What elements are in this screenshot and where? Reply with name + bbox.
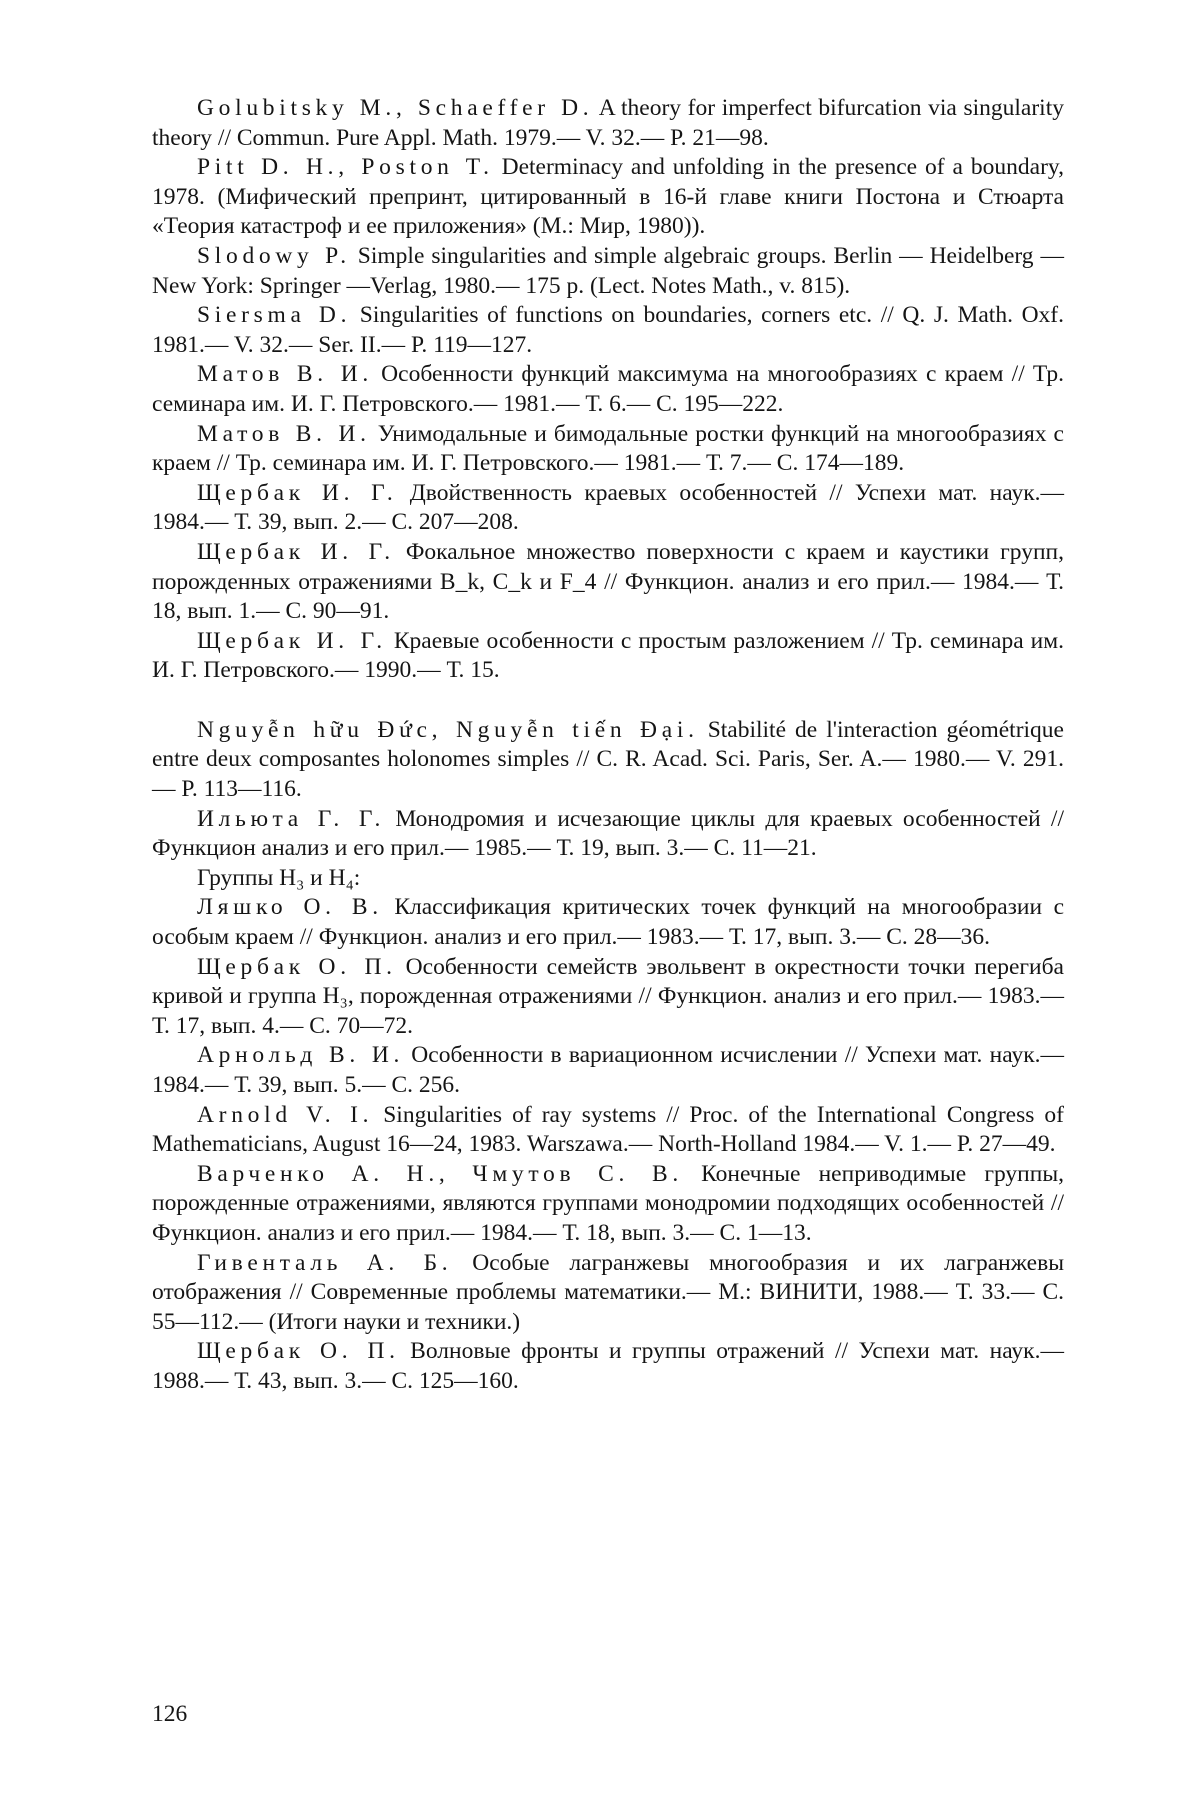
- entry-citation: Особенности в вариационном исчислении // Успехи мат. наук.— 1984.— Т. 39, вып. 5.— С. 256.: [152, 1042, 1064, 1098]
- bibliography-entry: [152, 1041, 1064, 1100]
- bibliography-entry: [152, 1101, 1064, 1160]
- bibliography-list: [152, 94, 1064, 1397]
- entry-citation: Классификация критических точек функций на многообразии с особым краем // Функцион. анализ и его прил.— 1983.— Т. 17, вып. 3.— С. 28—36.: [152, 894, 1064, 951]
- bibliography-entry: [152, 301, 1064, 360]
- bibliography-entry: [152, 953, 1064, 1042]
- bibliography-entry: [152, 893, 1064, 952]
- entry-citation: A theory for imperfect bifurcation via singularity theory // Commun. Pure Appl. Math. 1979.— V. 32.— P. 21—98.: [152, 95, 1064, 151]
- entry-author: Щербак И. Г.: [197, 627, 387, 654]
- bibliography-entry: [152, 1337, 1064, 1396]
- bibliography-entry: [152, 420, 1064, 479]
- bibliography-entry: [152, 538, 1064, 627]
- entry-author: Arnold V. I.: [197, 1101, 374, 1128]
- bibliography-entry: [152, 627, 1064, 686]
- entry-citation: Унимодальные и бимодальные ростки функций на многообразиях с краем // Тр. семинара им. И. Г. Петровского.— 1981.— Т. 7.— С. 174—189.: [152, 420, 1064, 477]
- entry-author: Щербак И. Г.: [197, 538, 395, 565]
- entry-author: Slodowy P.: [197, 242, 351, 269]
- entry-author: Ляшко О. В.: [197, 894, 383, 921]
- entry-citation: Конечные неприводимые группы, порожденные отражениями, являются группами монодромии подходящих особенностей // Функцион. анализ и его прил.— 1984.— Т. 18, вып. 3.— С. 1—13.: [152, 1160, 1064, 1246]
- bibliography-entry: [152, 864, 1064, 894]
- entry-author: Арнольд В. И.: [197, 1042, 405, 1069]
- entry-author: Гивенталь А. Б.: [197, 1249, 453, 1276]
- entry-author: Pitt D. H., Poston T.: [197, 154, 494, 181]
- entry-author: Щербак И. Г.: [197, 479, 398, 506]
- bibliography-entry: [152, 716, 1064, 805]
- bibliography-entry: [152, 94, 1064, 153]
- entry-author: Siersma D.: [197, 302, 352, 329]
- entry-citation: Stabilité de l'interaction géométrique entre deux composantes holonomes simples // C. R. Acad. Sci. Paris, Ser. A.— 1980.— V. 291.— P. 113—116.: [152, 716, 1064, 803]
- entry-citation: Особенности функций максимума на многообразиях с краем // Тр. семинара им. И. Г. Петровского.— 1981.— Т. 6.— С. 195—222.: [152, 361, 1064, 417]
- entry-citation: Singularities of functions on boundaries, corners etc. // Q. J. Math. Oxf. 1981.— V. 32.— Ser. II.— P. 119—127.: [152, 302, 1064, 358]
- entry-author: Щербак О. П.: [197, 1338, 400, 1365]
- entry-citation: Особенности семейств эвольвент в окрестности точки перегиба кривой и группа H₃, порожденная отражениями // Функцион. анализ и его прил.— 1983.— Т. 17, вып. 4.— С. 70—72.: [152, 953, 1064, 1039]
- bibliography-entry: [152, 479, 1064, 538]
- entry-author: Матов В. И.: [197, 361, 373, 388]
- page-number: 126: [152, 1701, 188, 1727]
- entry-citation: Simple singularities and simple algebraic groups. Berlin — Heidelberg — New York: Springer —Verlag, 1980.— 175 p. (Lect. Notes Math., v. 815).: [152, 242, 1064, 299]
- entry-citation: Determinacy and unfolding in the presence of a boundary, 1978. (Мифический препринт, цитированный в 16-й главе книги Постона и Стюарта «Теория катастроф и ее приложения» (М.: Мир, 1980)).: [152, 154, 1064, 240]
- bibliography-entry: [152, 805, 1064, 864]
- bibliography-entry: [152, 360, 1064, 419]
- entry-citation: Singularities of ray systems // Proc. of the International Congress of Mathematicians, August 16—24, 1983. Warszawa.— North-Holland 1984.— V. 1.— P. 27—49.: [152, 1101, 1064, 1158]
- entry-citation: Монодромия и исчезающие циклы для краевых особенностей // Функцион анализ и его прил.— 1985.— Т. 19, вып. 3.— С. 11—21.: [152, 805, 1064, 862]
- bibliography-entry: [152, 242, 1064, 301]
- entry-author: Варченко А. Н., Чмутов С. В.: [197, 1160, 683, 1187]
- bibliography-entry: [152, 1249, 1064, 1338]
- entry-author: Матов В. И.: [197, 420, 371, 447]
- entry-citation: Двойственность краевых особенностей // Успехи мат. наук.— 1984.— Т. 39, вып. 2.— С. 207—208.: [152, 479, 1064, 536]
- entry-citation: Группы H₃ и H₄:: [197, 864, 361, 891]
- entry-citation: Особые лагранжевы многообразия и их лагранжевы отображения // Современные проблемы математики.— М.: ВИНИТИ, 1988.— Т. 33.— С. 55—112.— (Итоги науки и техники.): [152, 1249, 1064, 1335]
- entry-author: Nguyễn hữu Đức, Nguyễn tiến Đại.: [197, 716, 699, 743]
- entry-citation: Фокальное множество поверхности с краем и каустики групп, порожденных отражениями B_k, C_k и F_4 // Функцион. анализ и его прил.— 1984.— Т. 18, вып. 1.— С. 90—91.: [152, 538, 1064, 625]
- entry-author: Щербак О. П.: [197, 953, 397, 980]
- bibliography-entry: [152, 153, 1064, 242]
- entry-author: Golubitsky M., Schaeffer D.: [197, 95, 594, 121]
- entry-citation: Волновые фронты и группы отражений // Успехи мат. наук.— 1988.— Т. 43, вып. 3.— С. 125—160.: [152, 1338, 1064, 1394]
- entry-author: Ильюта Г. Г.: [197, 805, 386, 832]
- bibliography-entry: [152, 1160, 1064, 1249]
- entry-citation: Краевые особенности с простым разложением // Тр. семинара им. И. Г. Петровского.— 1990.— Т. 15.: [152, 627, 1064, 684]
